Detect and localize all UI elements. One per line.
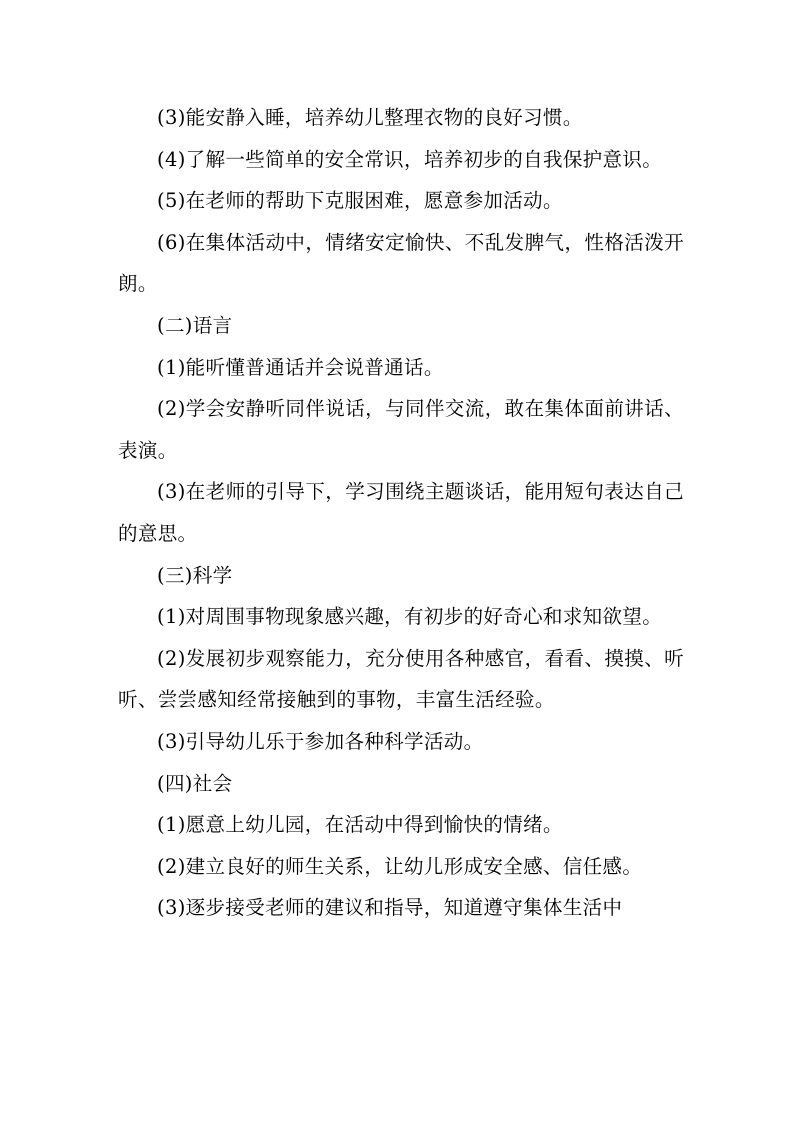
section-heading-society: (四)社会 (157, 771, 233, 795)
list-item: (3)能安静入睡，培养幼儿整理衣物的良好习惯。 (157, 106, 583, 129)
list-item: (1)对周围事物现象感兴趣，有初步的好奇心和求知欲望。 (157, 605, 663, 629)
list-item: (5)在老师的帮助下克服困难，愿意参加活动。 (157, 189, 563, 213)
list-item: (3)逐步接受老师的建议和指导，知道遵守集体生活中 (157, 896, 623, 920)
section-heading-science: (三)科学 (157, 563, 233, 587)
document-body (118, 97, 684, 929)
section-heading-language: (二)语言 (157, 313, 233, 337)
list-item: (2)建立良好的师生关系，让幼儿形成安全感、信任感。 (157, 854, 643, 878)
list-item: (1)能听懂普通话并会说普通话。 (157, 355, 444, 379)
list-item: (6)在集体活动中，情绪安定愉快、不乱发脾气，性格活泼开朗。 (118, 230, 684, 296)
list-item: (2)发展初步观察能力，充分使用各种感官，看看、摸摸、听听、尝尝感知经常接触到的事物，丰富生活经验。 (118, 646, 684, 712)
list-item: (3)引导幼儿乐于参加各种科学活动。 (157, 729, 484, 753)
list-item: (4)了解一些简单的安全常识，培养初步的自我保护意识。 (157, 147, 663, 171)
list-item: (3)在老师的引导下，学习围绕主题谈话，能用短句表达自己的意思。 (118, 480, 684, 545)
list-item: (2)学会安静听同伴说话，与同伴交流，敢在集体面前讲话、表演。 (118, 397, 684, 462)
list-item: (1)愿意上幼儿园，在活动中得到愉快的情绪。 (157, 813, 563, 837)
